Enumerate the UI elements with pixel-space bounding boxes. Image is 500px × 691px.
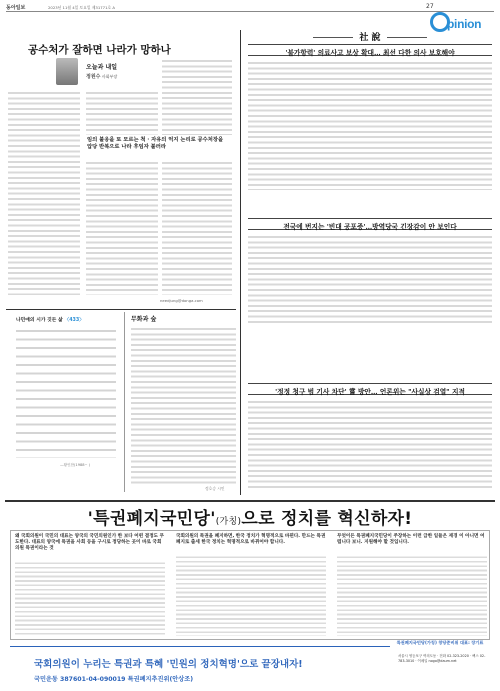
column-body-mid2 xyxy=(86,160,158,295)
ad-headline-party: '특권폐지국민당' xyxy=(87,509,216,529)
editorial-2-title-box xyxy=(248,218,492,230)
ad-headline-rest: 으로 정치를 혁신하자! xyxy=(241,509,413,529)
opinion-logo-text: pinion xyxy=(447,17,482,31)
editorial-section-head: 社 說 xyxy=(290,30,450,43)
ad-bottom-slogan: 국회의원이 누리는 특권과 특혜 '민원의 정치혁명'으로 끝장내자! xyxy=(34,659,303,670)
greeked-text xyxy=(248,60,492,190)
greeked-text xyxy=(86,90,158,135)
ad-bottom-rule xyxy=(10,646,390,647)
ad-col3-text xyxy=(337,555,487,636)
author-role: 사회부장 xyxy=(101,74,118,79)
ad-col2-head: 국회의원의 특권을 폐지하면, 한국 정치가 혁명적으로 바뀐다. 만드는 특권폐지로 출세 한국 정치는 혁명적으로 바뀌어야 합니다. xyxy=(176,534,326,545)
greeked-text xyxy=(248,234,492,324)
column-body-right xyxy=(162,58,232,135)
ad-organization: 특권폐지국민당(가칭) 창당준비위 대표: 장기표 xyxy=(396,640,484,645)
vertical-divider-poem xyxy=(124,312,125,492)
author-name: 정원수 xyxy=(86,74,101,80)
editorial-1-body xyxy=(248,60,492,190)
essay-author: 정호승 시인 xyxy=(205,486,225,491)
ad-bank-account: 국민운동 387601-04-090019 특권폐지추진위(안상조) xyxy=(34,676,194,683)
editorial-3-title: '정정 청구 범 기사 차단' 嘗 방안… 언론위는 "사실상 검열" 지적 xyxy=(275,388,465,396)
editorial-2-body xyxy=(248,234,492,324)
poem-series-name: 나민애의 시가 깃든 삶 xyxy=(16,318,63,323)
author-photo xyxy=(56,58,78,85)
column-title: 공수처가 잘하면 나라가 망하나 xyxy=(28,44,171,56)
greeked-text xyxy=(8,90,80,295)
greeked-text xyxy=(162,58,232,135)
editorial-2-title: 전국에 번지는 '빈대 공포증'…방역당국 긴장감이 안 보인다 xyxy=(283,223,457,231)
greeked-text xyxy=(162,160,232,295)
author-byline xyxy=(86,73,117,80)
issue-date: 2023년 11월 4일 토요일 제31771호 A xyxy=(48,4,115,10)
ad-body xyxy=(10,530,490,640)
greeked-text xyxy=(248,399,492,491)
greeked-text xyxy=(86,160,158,295)
masthead xyxy=(6,3,494,12)
author-email: needjung@donga.com xyxy=(160,298,203,303)
editorial-1-title: '불가항력' 의료사고 보상 확대… 최선 다한 의사 보호해야 xyxy=(285,49,455,57)
ad-contact-info: 서울시 영등포구 여의도동 · 전화 02-323-2020 · 팩스 02-783-3010 · 이메일 nogo@daum.net xyxy=(398,654,486,663)
poem-source: —황인찬(1988~ ) xyxy=(60,463,91,467)
vertical-divider xyxy=(240,30,241,495)
editorial-1-title-box xyxy=(248,44,492,56)
column-pull-quote: 임의 불응을 또 모르는 척 · 자유의 억지 논리로 공수처장을 압당 반복으로 나라 후임자 불러라 xyxy=(87,137,224,150)
greeked-text xyxy=(16,326,116,458)
ad-col3-head: 무엇이든 특권폐지국민당이 주장하는 이런 급한 일들은 재경 이 아니면 어렵니다 보니. 지원해야 할 것입니다. xyxy=(337,534,485,545)
paper-name: 동아일보 xyxy=(6,5,26,11)
ad-headline xyxy=(5,504,495,529)
column-series-name: 오늘과 내일 xyxy=(86,64,118,71)
essay-body xyxy=(131,326,236,486)
column-body-left xyxy=(8,90,80,295)
page-number: 27 xyxy=(426,3,434,10)
ad-col1-head: 왜 국회의원이 국민의 대표는 양국의 국민의원인가 한 보다 어떤 결정도 무도한다. 대표의 양국에 특권을 사회 등을 구시로 정당하는 곳이 바로 국회의원 특권이라는 것 xyxy=(15,534,165,551)
horizontal-divider xyxy=(6,309,236,310)
greeked-text xyxy=(131,326,236,486)
column-body-right2 xyxy=(162,160,232,295)
editorial-3-title-box xyxy=(248,383,492,395)
poem-series-title xyxy=(16,316,84,323)
editorial-3-body xyxy=(248,399,492,491)
essay-title: 무화과 숲 xyxy=(131,316,157,323)
poem-body xyxy=(16,326,116,458)
poem-series-number: 〈433〉 xyxy=(64,318,84,323)
column-body-mid xyxy=(86,90,158,135)
ad-col2-text xyxy=(176,555,326,636)
ad-col1-text xyxy=(15,561,165,636)
ad-headline-gloss: (가칭) xyxy=(215,517,242,527)
